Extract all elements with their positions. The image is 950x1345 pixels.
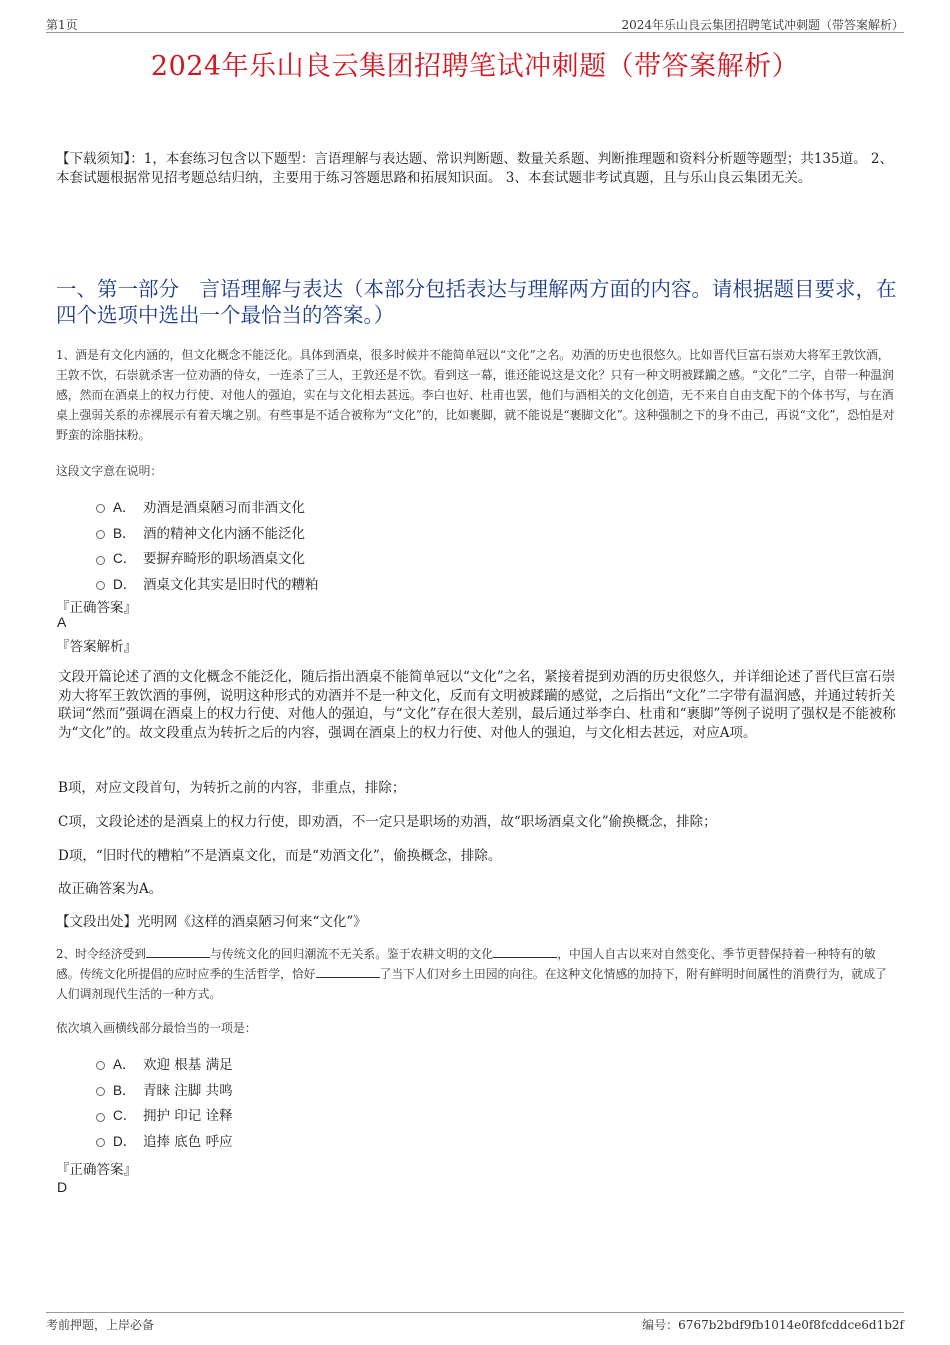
footer-slogan: 考前押题，上岸必备 [46, 1318, 155, 1332]
header-doc-title: 2024年乐山良云集团招聘笔试冲刺题（带答案解析） [621, 18, 904, 32]
radio-icon[interactable] [96, 581, 105, 590]
section-heading: 一、第一部分 言语理解与表达（本部分包括表达与理解两方面的内容。请根据题目要求，在四个选项中选出一个最恰当的答案。） [56, 277, 897, 327]
option-letter: A． [113, 1056, 136, 1072]
question-1-answer-label: 『正确答案』 [56, 600, 137, 616]
question-2-option-b[interactable] [96, 1076, 496, 1102]
question-1-options [96, 493, 496, 596]
question-1-option-c[interactable] [96, 544, 496, 570]
option-letter: D． [113, 576, 137, 592]
radio-icon[interactable] [96, 1113, 105, 1122]
question-1-source: 【文段出处】光明网《这样的酒桌陋习何来“文化”》 [56, 914, 367, 930]
radio-icon[interactable] [96, 1061, 105, 1070]
question-1-note-c: C项，文段论述的是酒桌上的权力行使，即劝酒，不一定只是职场的劝酒，故“职场酒桌文化”偷换概念，排除； [58, 814, 717, 830]
option-letter: B． [113, 1082, 136, 1098]
question-1-option-d[interactable] [96, 570, 496, 596]
question-1-analysis: 文段开篇论述了酒的文化概念不能泛化，随后指出酒桌不能简单冠以“文化”之名，紧接着提到劝酒的历史很悠久，并详细论述了晋代巨富石崇劝大将军王敦饮酒的事例，说明这种形式的劝酒并不是一种文化，反而有文明被蹂躏的感觉，之后指出“文化”二字带有温润感，并通过转折关联词“然而”强调在酒桌上的权力行使、对他人的强迫，与“文化”存在很大差别，最后通过举李白、杜甫和“裹脚”等例子说明了强权是不能被称为“文化”的。故文段重点为转折之后的内容，强调在酒桌上的权力行使、对他人的强迫，与文化相去甚远，对应A项。 [58, 669, 896, 741]
option-text: 酒桌文化其实是旧时代的糟粕 [143, 576, 319, 593]
option-letter: D． [113, 1133, 137, 1149]
question-1-conclusion: 故正确答案为A。 [58, 881, 163, 897]
question-2-answer-label: 『正确答案』 [56, 1162, 137, 1178]
option-letter: B． [113, 525, 136, 541]
download-notice: 【下载须知】：1，本套练习包含以下题型：言语理解与表达题、常识判断题、数量关系题、判断推理题和资料分析题等题型；共135道。 2、本套试题根据常见招考题总结归纳，主要用于练习答题思路和拓展知识面。 3、本套试题非考试真题，且与乐山良云集团无关。 [56, 151, 893, 186]
page-number: 第1页 [46, 18, 78, 32]
question-2-option-c[interactable] [96, 1101, 496, 1127]
question-2-text [56, 944, 898, 1004]
option-text: 劝酒是酒桌陋习而非酒文化 [143, 499, 305, 516]
option-letter: A． [113, 499, 136, 515]
question-2-answer: D [57, 1179, 68, 1195]
question-2-option-d[interactable] [96, 1127, 496, 1153]
radio-icon[interactable] [96, 556, 105, 565]
radio-icon[interactable] [96, 1138, 105, 1147]
question-2-options [96, 1050, 496, 1153]
question-1-text: 1、酒是有文化内涵的，但文化概念不能泛化。具体到酒桌，很多时候并不能简单冠以“文化”之名。劝酒的历史也很悠久。比如晋代巨富石崇劝大将军王敦饮酒，王敦不饮，石崇就杀害一位劝酒的侍女，一连杀了三人，王敦还是不饮。看到这一幕，谁还能说这是文化？只有一种文明被蹂躏之感。“文化”二字，自带一种温润感，然而在酒桌上的权力行使、对他人的强迫，实在与文化相去甚远。李白也好、杜甫也罢，他们与酒相关的文化创造，无不来自自由支配下的个体书写，与在酒桌上强弱关系的赤裸展示有着天壤之别。有些事是不适合被称为“文化”的，比如裹脚，就不能说是“裹脚文化”。这种强制之下的身不由己，再说“文化”，恐怕是对野蛮的涂脂抹粉。 [56, 348, 895, 442]
question-2-prompt: 依次填入画横线部分最恰当的一项是： [56, 1021, 257, 1035]
fill-blank[interactable] [146, 946, 210, 958]
page-header [46, 14, 904, 33]
question-1-prompt: 这段文字意在说明： [56, 464, 163, 478]
option-letter: C． [113, 551, 137, 567]
question-2-option-a[interactable] [96, 1050, 496, 1076]
question-1-answer: A [57, 614, 67, 630]
question-2-text-part: 2、时令经济受到 [56, 947, 147, 961]
option-text: 欢迎 根基 满足 [143, 1056, 233, 1073]
question-1-note-d: D项，“旧时代的糟粕”不是酒桌文化，而是“劝酒文化”，偷换概念，排除。 [58, 848, 502, 864]
question-2-text-part: ，中国人自古以来对自然变化、季节更替保持着一种特有的敏感。传统文化所提倡的应时应季的生活哲学，恰好 [56, 947, 876, 981]
option-text: 追捧 底色 呼应 [143, 1133, 233, 1150]
page-footer [46, 1312, 904, 1337]
document-title: 2024年乐山良云集团招聘笔试冲刺题（带答案解析） [150, 51, 800, 82]
question-2-text-part: 与传统文化的回归潮流不无关系。鉴于农耕文明的文化 [210, 947, 494, 961]
option-text: 青睐 注脚 共鸣 [143, 1082, 233, 1099]
radio-icon[interactable] [96, 504, 105, 513]
question-1-option-b[interactable] [96, 519, 496, 545]
option-text: 要摒弃畸形的职场酒桌文化 [143, 551, 305, 568]
question-1-analysis-label: 『答案解析』 [56, 639, 137, 655]
fill-blank[interactable] [493, 946, 557, 958]
radio-icon[interactable] [96, 530, 105, 539]
question-1-note-b: B项，对应文段首句，为转折之前的内容，非重点，排除； [58, 780, 406, 796]
option-text: 拥护 印记 诠释 [143, 1108, 233, 1125]
option-text: 酒的精神文化内涵不能泛化 [143, 525, 305, 542]
option-letter: C． [113, 1108, 137, 1124]
question-1-option-a[interactable] [96, 493, 496, 519]
question-2-text-part: 了当下人们对乡土田园的向往。在这种文化情感的加持下，附有鲜明时间属性的消费行为，就成了人们调剂现代生活的一种方式。 [56, 967, 887, 1001]
footer-serial: 编号：6767b2bdf9fb1014e0f8fcddce6d1b2f [642, 1318, 904, 1332]
fill-blank[interactable] [316, 966, 380, 978]
radio-icon[interactable] [96, 1087, 105, 1096]
